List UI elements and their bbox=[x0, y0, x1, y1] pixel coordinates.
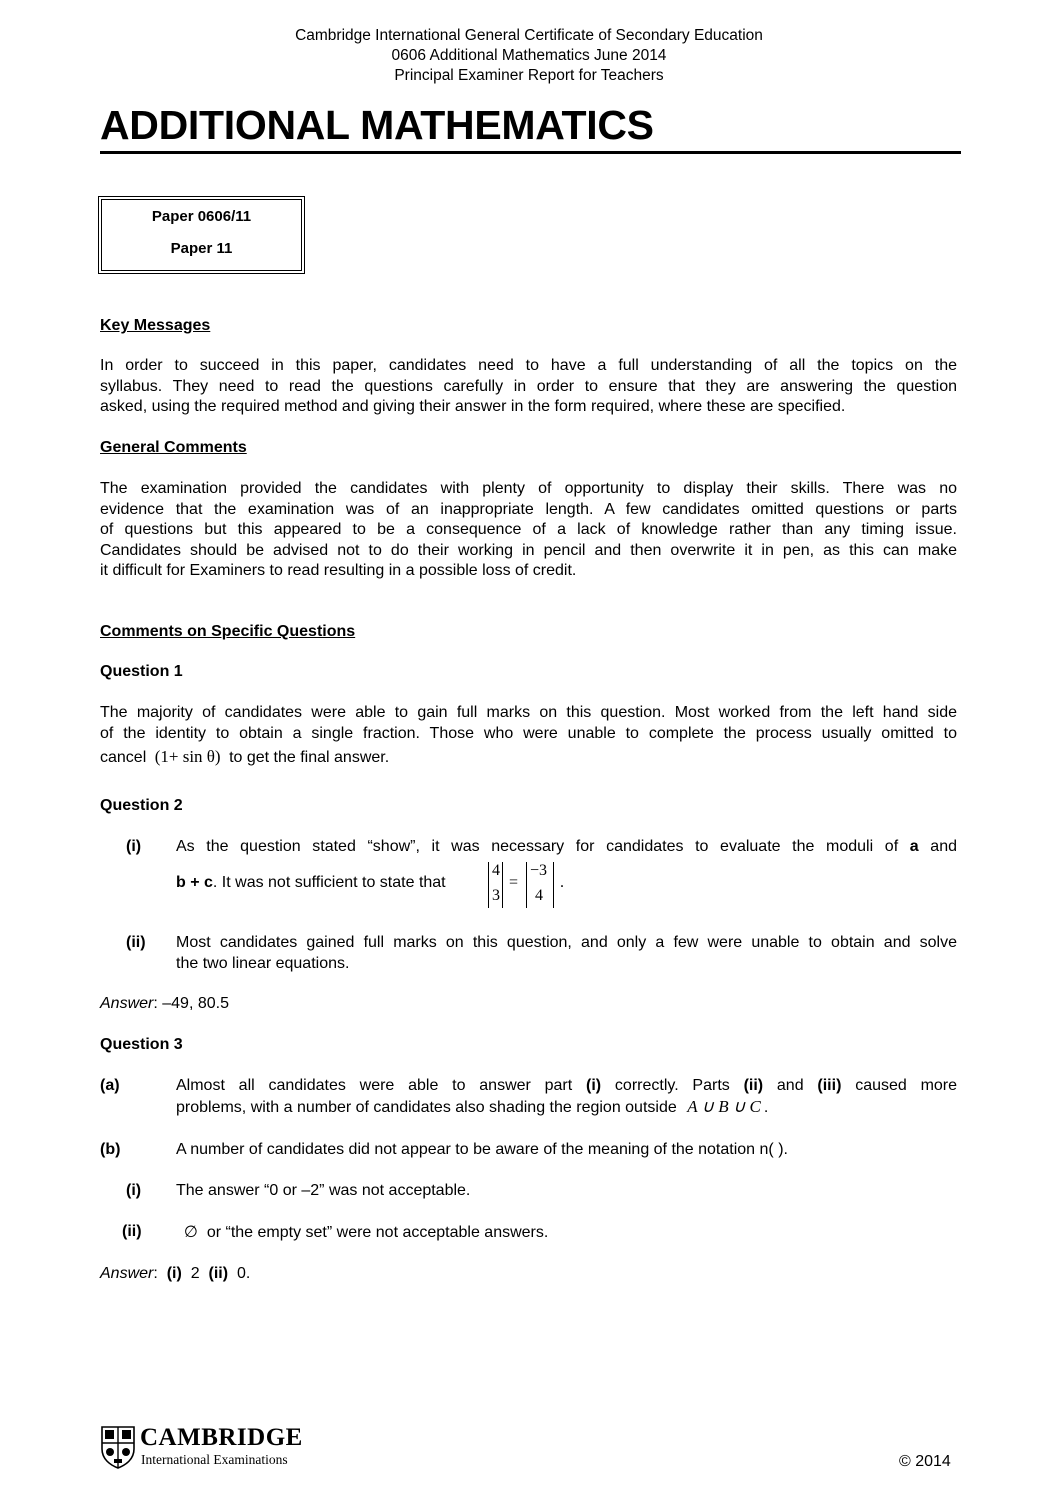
header-line-1: Cambridge International General Certificate of Secondary Education bbox=[295, 27, 763, 44]
question-3-part-b-i-text: The answer “0 or –2” was not acceptable. bbox=[176, 1182, 471, 1199]
specific-questions-heading: Comments on Specific Questions bbox=[100, 623, 356, 640]
title-rule bbox=[100, 151, 961, 154]
key-messages-line: asked, using the required method and giving their answer in the form required, where these are specified. bbox=[100, 398, 846, 415]
header-line-3: Principal Examiner Report for Teachers bbox=[394, 67, 664, 84]
paper-number: Paper 11 bbox=[170, 240, 233, 257]
question-3-part-b-i-label: (i) bbox=[126, 1182, 142, 1199]
question-2-heading: Question 2 bbox=[100, 797, 183, 814]
question-3-part-b-label: (b) bbox=[100, 1141, 121, 1158]
general-comments-line: of questions but this appeared to be a consequence of a lack of knowledge rather than any timing issue. bbox=[100, 521, 957, 538]
general-comments-paragraph bbox=[100, 479, 957, 582]
question-2-part-ii-text: Most candidates gained full marks on this question, and only a few were unable to obtain and solve the two linear equations. bbox=[176, 934, 957, 972]
question-3-answer: Answer: (i) 2 (ii) 0. bbox=[100, 1265, 251, 1282]
general-comments-line: it difficult for Examiners to read resulting in a possible loss of credit. bbox=[100, 562, 577, 579]
question-1-line-3: cancel (1+ sin θ) to get the final answer. bbox=[100, 747, 390, 766]
question-3-heading: Question 3 bbox=[100, 1036, 183, 1053]
question-3-part-a-label: (a) bbox=[100, 1077, 120, 1094]
question-2-part-i-line-2: b + c. It was not sufficient to state that bbox=[176, 874, 446, 891]
set-union-expression: A ∪ B ∪ C bbox=[687, 1097, 761, 1116]
question-3-part-b-ii-text: ∅ or “the empty set” were not acceptable answers. bbox=[184, 1222, 549, 1241]
cambridge-crest-icon bbox=[100, 1425, 136, 1469]
cancel-expression: (1+ sin θ) bbox=[154, 747, 221, 766]
paper-code: Paper 0606/11 bbox=[151, 208, 252, 225]
question-1-line: of the identity to obtain a single fraction. Those who were unable to complete the process usually omitted to bbox=[100, 724, 957, 742]
question-1-line: The majority of candidates were able to gain full marks on this question. Most worked from the left hand side bbox=[100, 704, 957, 721]
cambridge-logo-text: CAMBRIDGE bbox=[140, 1424, 303, 1451]
question-3-part-a-line-2: problems, with a number of candidates also shading the region outside A ∪ B ∪ C . bbox=[176, 1097, 769, 1116]
question-3-part-a-line-1: Almost all candidates were able to answer part (i) correctly. Parts (ii) and (iii) caused more bbox=[176, 1077, 958, 1094]
question-2-part-i-label: (i) bbox=[126, 838, 142, 855]
key-messages-line: syllabus. They need to read the questions carefully in order to ensure that they are answering the question bbox=[100, 377, 957, 395]
key-messages-paragraph bbox=[100, 356, 957, 418]
question-2-part-i-line-1: As the question stated “show”, it was necessary for candidates to evaluate the moduli of a and bbox=[176, 838, 957, 855]
question-3-part-b-ii-label: (ii) bbox=[122, 1223, 142, 1240]
question-2-answer: Answer: –49, 80.5 bbox=[100, 995, 229, 1012]
question-2-part-ii-label: (ii) bbox=[126, 934, 146, 951]
empty-set-symbol: ∅ bbox=[184, 1222, 198, 1241]
copyright: © 2014 bbox=[899, 1453, 951, 1470]
question-1-paragraph bbox=[100, 703, 957, 744]
question-1-heading: Question 1 bbox=[100, 663, 183, 680]
general-comments-line: Candidates should be advised not to do their working in pencil and then overwrite it in pen, as this can make bbox=[100, 541, 957, 559]
general-comments-heading: General Comments bbox=[100, 439, 247, 456]
question-3-part-b-text: A number of candidates did not appear to be aware of the meaning of the notation n( ). bbox=[176, 1141, 788, 1158]
document-title: ADDITIONAL MATHEMATICS bbox=[100, 102, 654, 148]
paper-box bbox=[98, 196, 305, 274]
key-messages-line: In order to succeed in this paper, candidates need to have a full understanding of all the topics on the bbox=[100, 357, 957, 374]
header-line-2: 0606 Additional Mathematics June 2014 bbox=[391, 47, 667, 64]
general-comments-line: The examination provided the candidates with plenty of opportunity to display their skills. There was no bbox=[100, 480, 957, 497]
key-messages-heading: Key Messages bbox=[100, 317, 211, 334]
general-comments-line: evidence that the examination was of an inappropriate length. A few candidates omitted questions or parts bbox=[100, 500, 957, 518]
cambridge-logo-subtitle: International Examinations bbox=[141, 1452, 288, 1467]
